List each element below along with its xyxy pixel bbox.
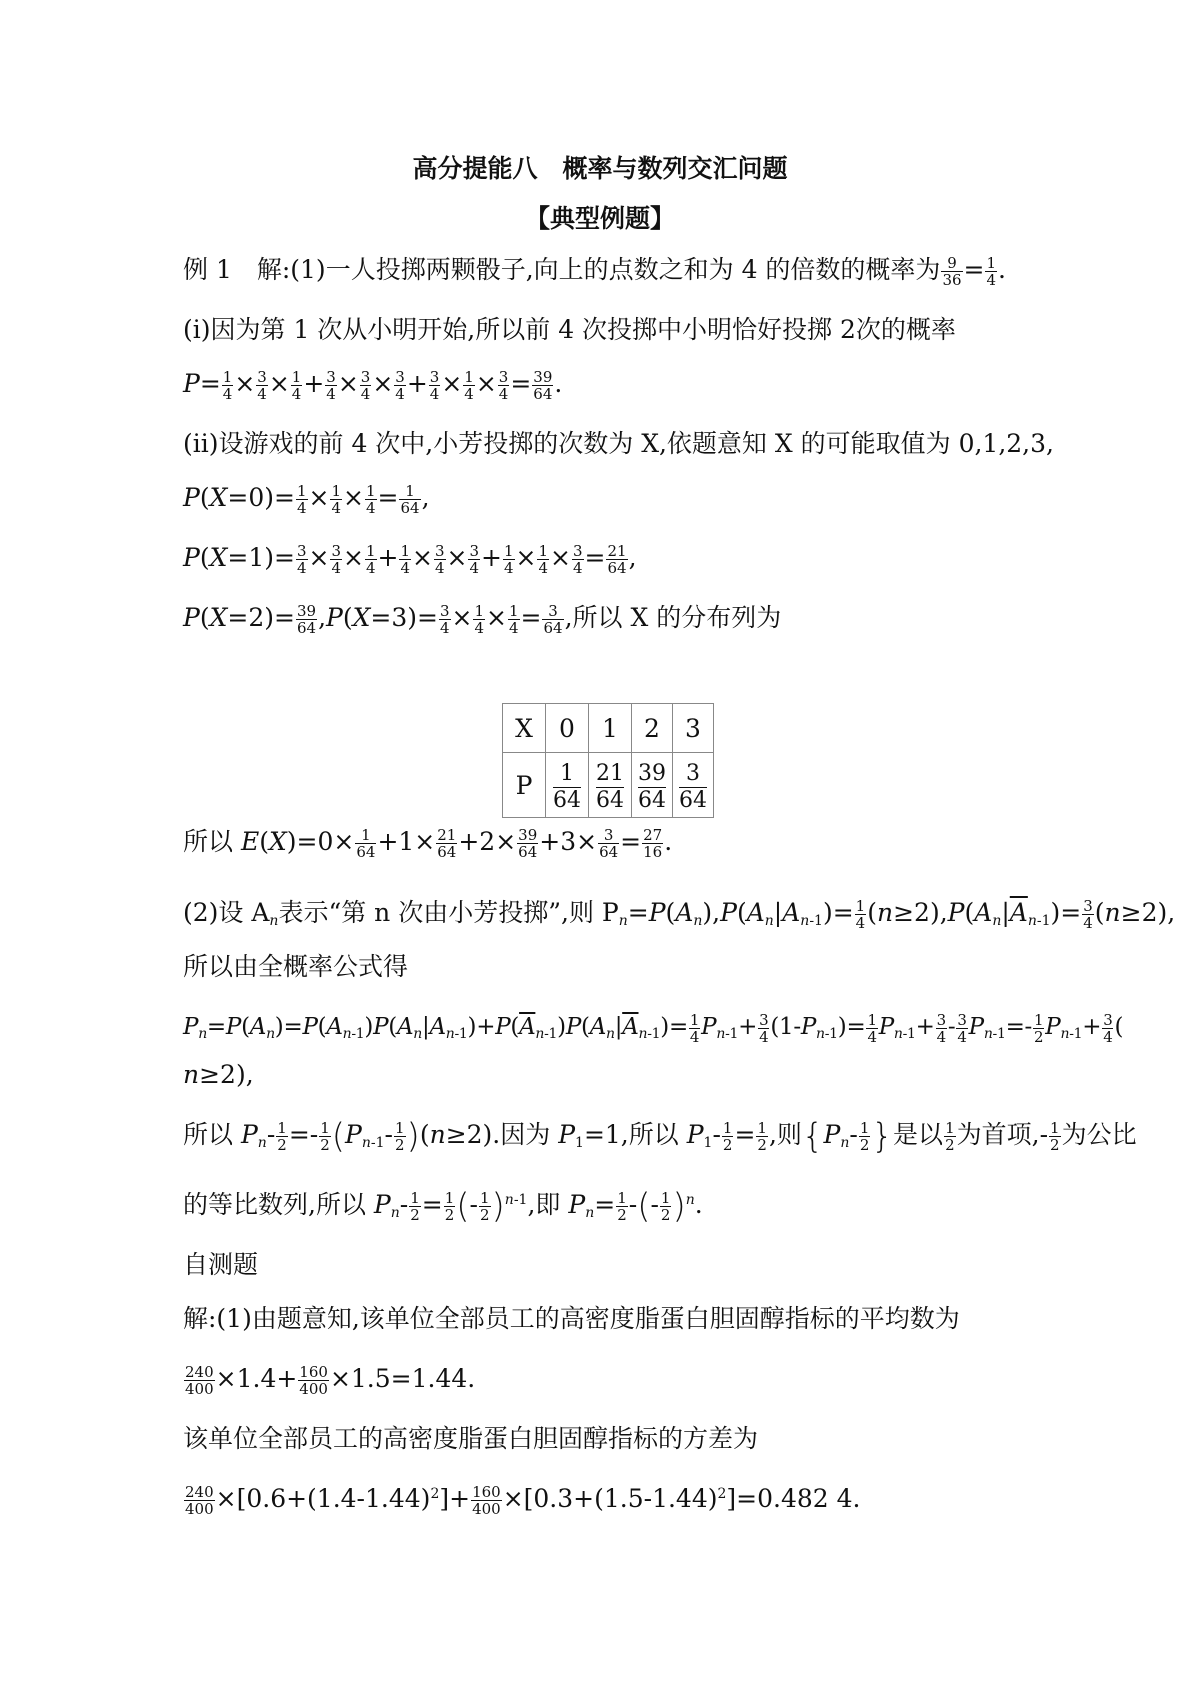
formula-p: P= $\frac{1}{4}$ × $\frac{3}{4}$ × $\frac{1}{4}$ + $\frac{3}{4}$ × $\frac{3}{4}$ × $\frac{3}{4}$ + $\frac{3}{4}$ × $\frac{1}{4}$ × $\frac{3}{4}$ = $\frac{39}{64}$ . [183, 368, 563, 403]
formula-px1: P(X=1)= $\frac{3}{4}$ × $\frac{3}{4}$ × $\frac{1}{4}$ + $\frac{1}{4}$ × $\frac{3}{4}$ × $\frac{3}{4}$ + $\frac{1}{4}$ × $\frac{1}{4}$ × $\frac{3}{4}$ = $\frac{21}{64}$ , [183, 542, 637, 577]
formula-px2-px3: P(X=2)= $\frac{39}{64}$ ,P(X=3)= $\frac{3}{4}$ × $\frac{1}{4}$ × $\frac{1}{4}$ = $\frac{3}{64}$ ,所以 X 的分布列为 [183, 602, 782, 637]
page-title: 高分提能八 概率与数列交汇问题 [412, 154, 788, 183]
formula-continuation: n≥2), [183, 1060, 254, 1089]
geometric-sequence-line: 的等比数列,所以 $P_n-$ $\frac{1}{2}$ = $\frac{1}{2}$ (- $\frac{1}{2}$ )$^{n-1}$,即 $P_n=$ $\frac{1}{2}$ -(- $\frac{1}{2}$ )$^n$. [183, 1186, 703, 1227]
example-1-part-2: (2)设 $A_n$表示“第 n 次由小芳投掷”,则 $P_n=P(A_n),P(A_n|A_{n-1})=$ $\frac{1}{4}$ $(n\ge 2),P(A_n|\overline{A}_{n-1})=$ $\frac{3}{4}$ (n≥2), [183, 897, 1176, 932]
example-1-intro: 例 1 解:(1)一人投掷两颗骰子,向上的点数之和为 4 的倍数的概率为 $\frac{9}{36}$ = $\frac{1}{4}$ . [183, 254, 1006, 289]
table-cell: P [503, 753, 546, 818]
table-cell: $\frac{3}{64}$ [673, 753, 714, 818]
self-test-heading: 自测题 [183, 1250, 259, 1279]
table-cell: 3 [673, 704, 714, 753]
variance-formula: $\frac{240}{400}$ $\times[0.6+(1.4-1.44)^2]+$ $\frac{160}{400}$ $\times[0.3+(1.5-1.44)^2]=0.482$ 4. [185, 1483, 861, 1518]
distribution-table [502, 703, 714, 818]
example-1-part-ii: (ii)设游戏的前 4 次中,小芳投掷的次数为 X,依题意知 X 的可能取值为 0,1,2,3, [183, 429, 1054, 458]
table-cell: X [503, 704, 546, 753]
table-cell: $\frac{1}{64}$ [546, 753, 589, 818]
example-1-part-i: (i)因为第 1 次从小明开始,所以前 4 次投掷中小明恰好投掷 2次的概率 [183, 315, 956, 344]
table-row [503, 753, 714, 818]
expectation-formula: 所以 E(X)=0× $\frac{1}{64}$ +1× $\frac{21}{64}$ +2× $\frac{39}{64}$ +3× $\frac{3}{64}$ = $\frac{27}{16}$ . [183, 826, 673, 861]
self-test-line-1: 解:(1)由题意知,该单位全部员工的高密度脂蛋白胆固醇指标的平均数为 [183, 1304, 960, 1333]
self-test-line-3: 该单位全部员工的高密度脂蛋白胆固醇指标的方差为 [183, 1424, 759, 1453]
section-heading: 【典型例题】 [524, 204, 675, 233]
table-cell: 2 [632, 704, 673, 753]
table-row [503, 704, 714, 753]
table-cell: 0 [546, 704, 589, 753]
table-cell: 1 [589, 704, 632, 753]
table-cell: $\frac{39}{64}$ [632, 753, 673, 818]
total-probability-text: 所以由全概率公式得 [183, 952, 409, 981]
total-probability-formula: $P_n=P(A_n)=P(A_{n-1})P(A_n|A_{n-1})+P(\overline{A}_{n-1})P(A_n|\overline{A}_{n-1})=$ $\frac{1}{4}$ $P_{n-1}+$ $\frac{3}{4}$ $(1-P_{n-1})=$ $\frac{1}{4}$ $P_{n-1}+$ $\frac{3}{4}$ - $\frac{3}{4}$ $P_{n-1}=-$ $\frac{1}{2}$ $P_{n-1}+$ $\frac{3}{4}$ ( [183, 1010, 1124, 1046]
formula-px0: P(X=0)= $\frac{1}{4}$ × $\frac{1}{4}$ × $\frac{1}{4}$ = $\frac{1}{64}$ , [183, 482, 430, 517]
recurrence-line: 所以 $P_n-$ $\frac{1}{2}$ =- $\frac{1}{2}$ ($P_{n-1}-$ $\frac{1}{2}$ )(n≥2).因为 $P_1=1$,所以 $P_1-$ $\frac{1}{2}$ = $\frac{1}{2}$ ,则{$P_n-$ $\frac{1}{2}$ }是以 $\frac{1}{2}$ 为首项,- $\frac{1}{2}$ 为公比 [183, 1116, 1137, 1157]
table-cell: $\frac{21}{64}$ [589, 753, 632, 818]
mean-formula: $\frac{240}{400}$ ×1.4+ $\frac{160}{400}$ ×1.5=1.44. [185, 1363, 476, 1398]
